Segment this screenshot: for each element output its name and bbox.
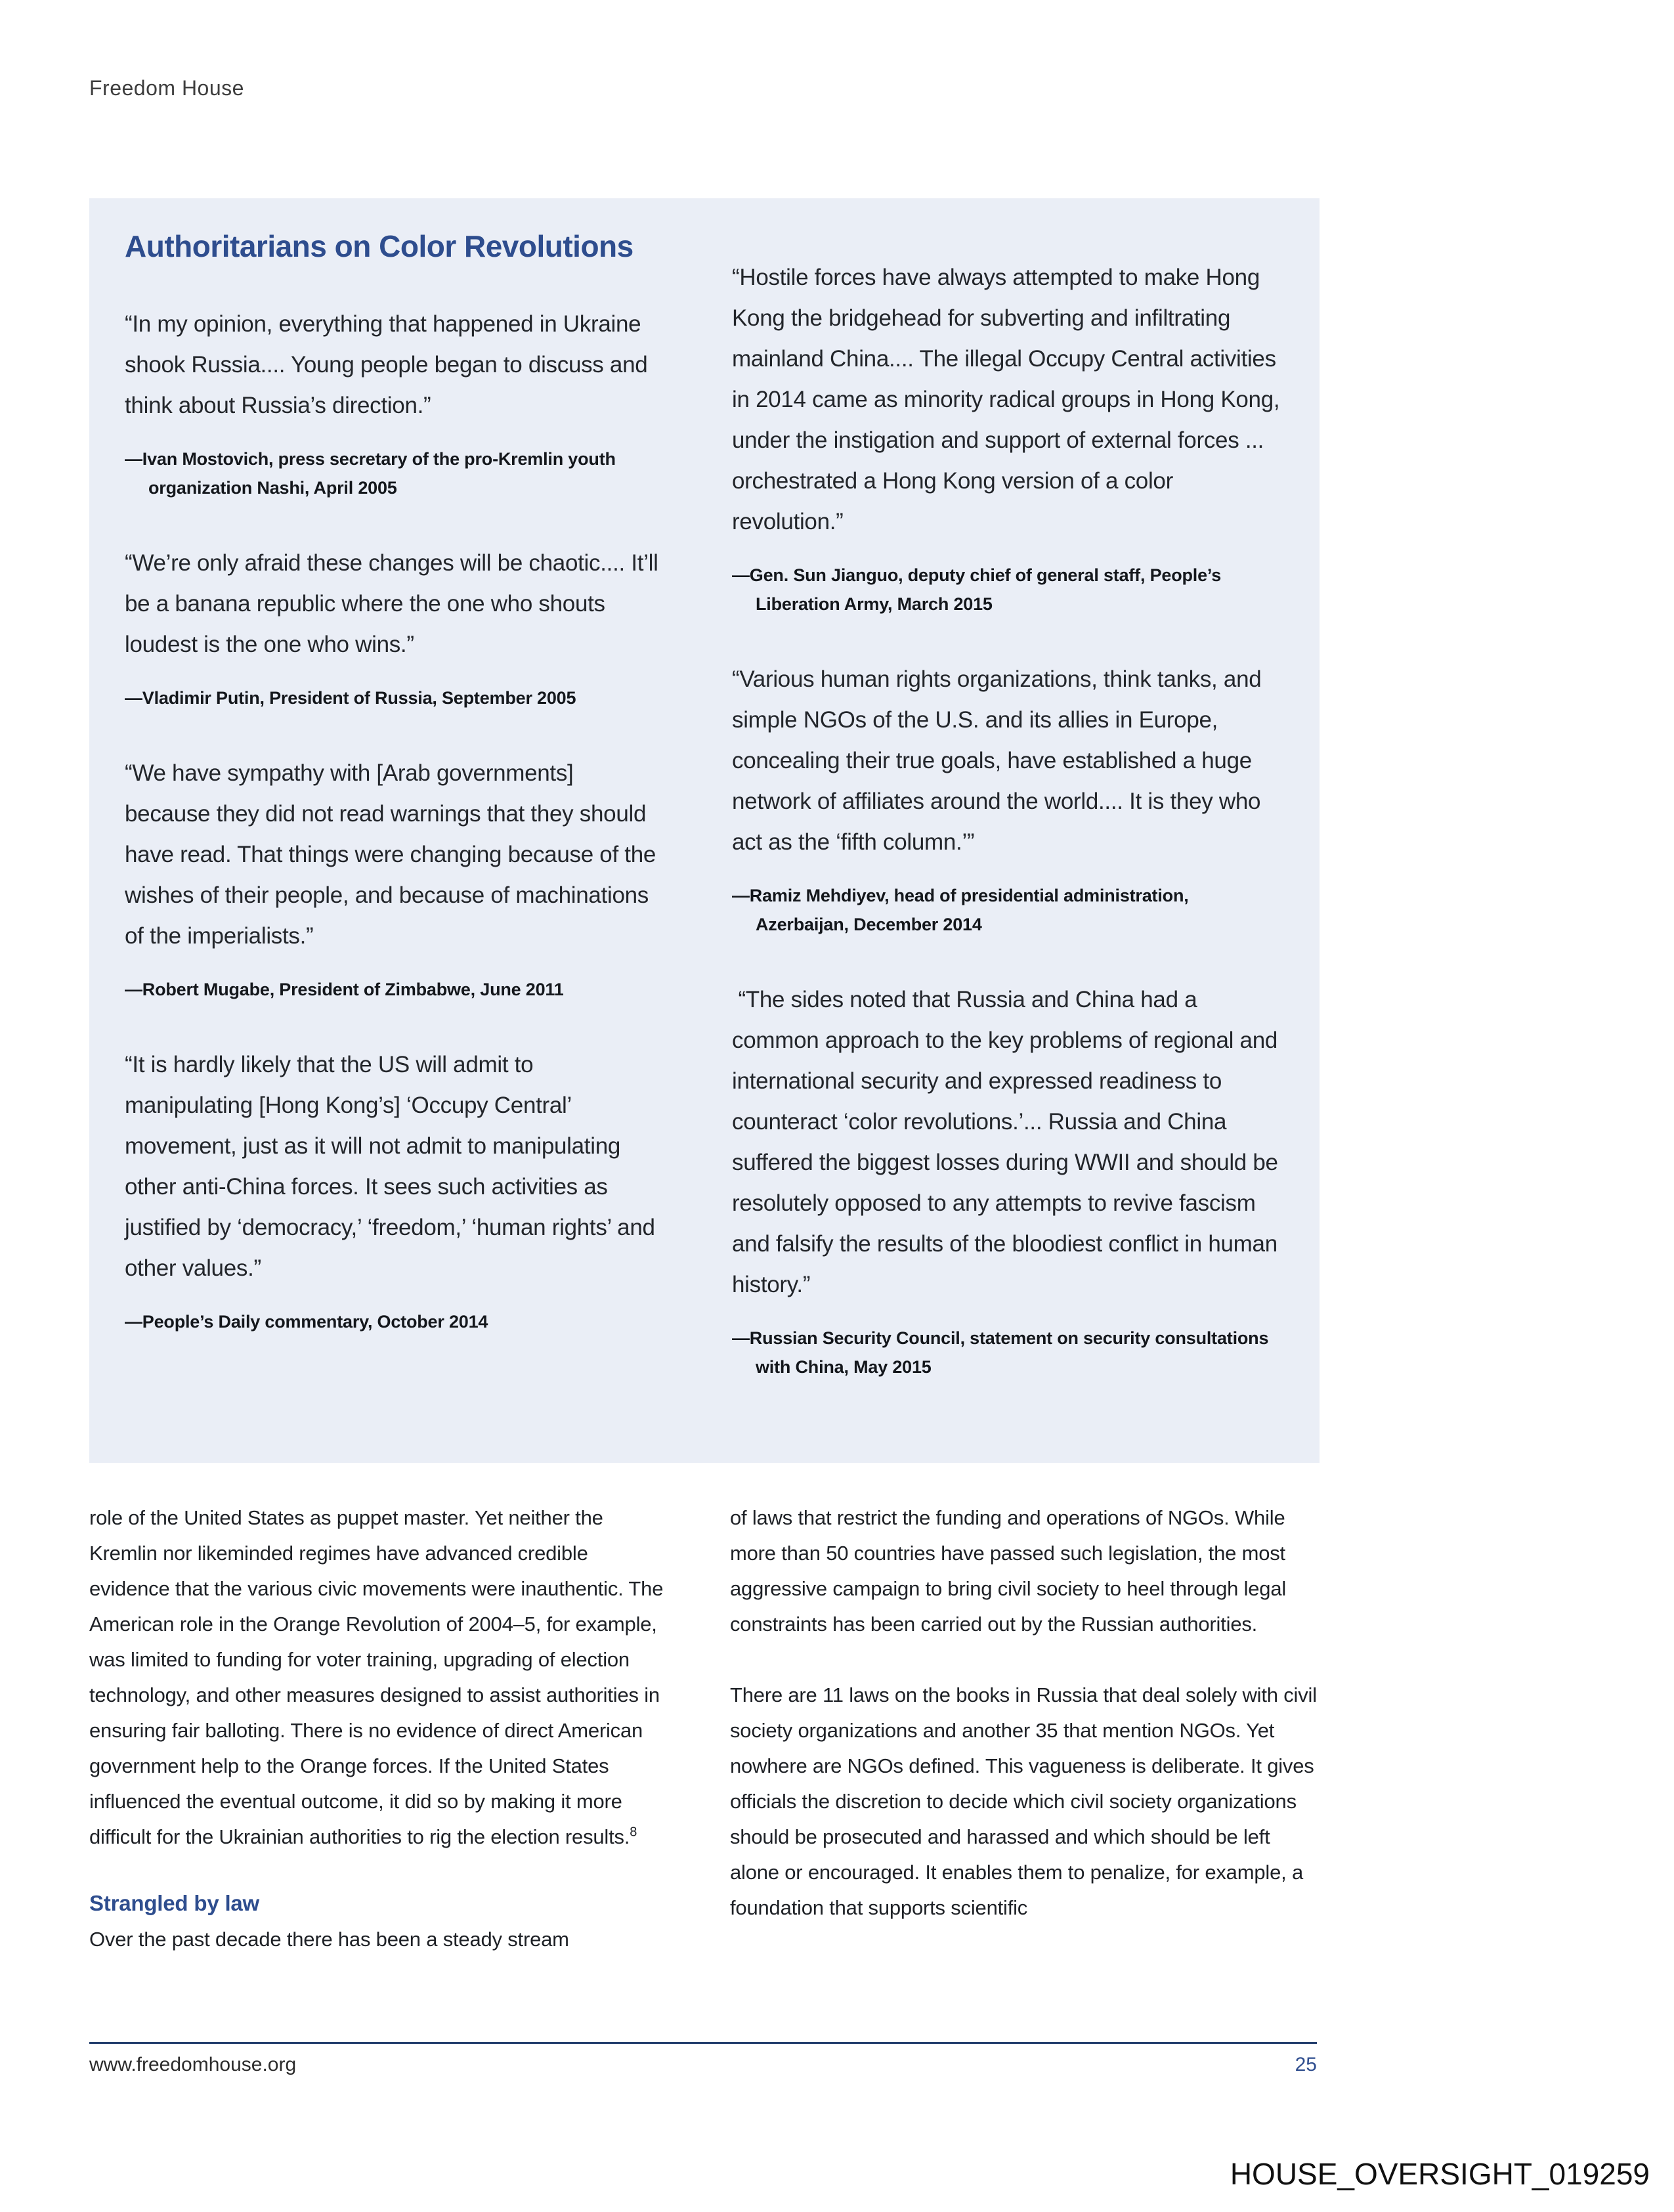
body-text-right-column bbox=[730, 1500, 1320, 1961]
pull-quote: “In my opinion, everything that happened in Ukraine shook Russia.... Young people began to discuss and think about Russia’s direction.” bbox=[125, 311, 654, 418]
footer-rule bbox=[89, 2042, 1317, 2044]
pull-quote: “The sides noted that Russia and China had a common approach to the key problems of regional and international security and expressed readiness to counteract ‘color revolutions.’... Russia and China suffered the biggest losses during WWII and should be resolutely opposed to any attempts to revive fascism and falsify the results of the bloodiest conflict in human history.” bbox=[732, 987, 1285, 1297]
quote-attribution: —Robert Mugabe, President of Zimbabwe, June 2011 bbox=[125, 979, 564, 999]
quote-attribution: —Russian Security Council, statement on security consultations with China, May 2015 bbox=[732, 1328, 1269, 1377]
brand-header: Freedom House bbox=[89, 76, 244, 100]
pull-quote: “It is hardly likely that the US will admit to manipulating [Hong Kong’s] ‘Occupy Central’ movement, just as it will not admit to manipulating other anti-China forces. It sees such activities as justified by ‘democracy,’ ‘freedom,’ ‘human rights’ and other values.” bbox=[125, 1051, 662, 1281]
quote-box-left-column bbox=[125, 229, 665, 1463]
footer-url: www.freedomhouse.org bbox=[89, 2054, 297, 2075]
page-number: 25 bbox=[1295, 2054, 1317, 2075]
body-paragraph-text: role of the United States as puppet master. Yet neither the Kremlin nor likeminded regimes have advanced credible evidence that the various civic movements were inauthentic. The American role in the Orange Revolution of 2004–5, for example, was limited to funding for voter training, upgrading of election technology, and other measures designed to assist authorities in ensuring fair balloting. There is no evidence of direct American government help to the Orange forces. If the United States influenced the eventual outcome, it did so by making it more difficult for the Ukrainian authorities to rig the election results. bbox=[89, 1506, 664, 1848]
section-heading-strangled-by-law: Strangled by law bbox=[89, 1891, 260, 1915]
body-paragraph: Over the past decade there has been a steady stream bbox=[89, 1927, 569, 1951]
bates-stamp: HOUSE_OVERSIGHT_019259 bbox=[1230, 2157, 1650, 2191]
pull-quote: “We’re only afraid these changes will be chaotic.... It’ll be a banana republic where the one who shouts loudest is the one who wins.” bbox=[125, 550, 665, 657]
body-paragraph: of laws that restrict the funding and operations of NGOs. While more than 50 countries have passed such legislation, the most aggressive campaign to bring civil society to heel through legal constraints has been carried out by the Russian authorities. bbox=[730, 1506, 1287, 1636]
body-paragraph bbox=[89, 1500, 667, 1855]
body-paragraph: There are 11 laws on the books in Russia that deal solely with civil society organizations and another 35 that mention NGOs. Yet nowhere are NGOs defined. This vagueness is deliberate. It gives officials the discretion to decide which civil society organizations should be prosecuted and harassed and which should be left alone or encouraged. It enables them to penalize, for example, a foundation that supports scientific bbox=[730, 1683, 1317, 1919]
quote-attribution: —Gen. Sun Jianguo, deputy chief of general staff, People’s Liberation Army, March 2015 bbox=[732, 565, 1222, 614]
quote-box bbox=[89, 198, 1320, 1463]
quote-attribution: —Ivan Mostovich, press secretary of the pro-Kremlin youth organization Nashi, April 2005 bbox=[125, 448, 616, 498]
quote-attribution: —Ramiz Mehdiyev, head of presidential administration, Azerbaijan, December 2014 bbox=[732, 886, 1189, 934]
footnote-marker: 8 bbox=[630, 1825, 637, 1840]
pull-quote: “We have sympathy with [Arab governments] because they did not read warnings that they should have read. That things were changing because of the wishes of their people, and because of machinations of the imperialists.” bbox=[125, 760, 662, 949]
body-text-left-column bbox=[89, 1500, 667, 1993]
pull-quote: “Various human rights organizations, think tanks, and simple NGOs of the U.S. and its allies in Europe, concealing their true goals, have established a huge network of affiliates around the world.... It is they who act as the ‘fifth column.’” bbox=[732, 666, 1268, 855]
quote-attribution: —People’s Daily commentary, October 2014 bbox=[125, 1311, 488, 1332]
pull-quote: “Hostile forces have always attempted to make Hong Kong the bridgehead for subverting and infiltrating mainland China.... The illegal Occupy Central activities in 2014 came as minority radical groups in Hong Kong, under the instigation and support of external forces ... orchestrated a Hong Kong version of a color revolution.” bbox=[732, 265, 1286, 534]
quote-box-title: Authoritarians on Color Revolutions bbox=[125, 229, 633, 263]
quote-attribution: —Vladimir Putin, President of Russia, September 2005 bbox=[125, 687, 576, 708]
quote-box-right-column bbox=[732, 230, 1286, 1463]
